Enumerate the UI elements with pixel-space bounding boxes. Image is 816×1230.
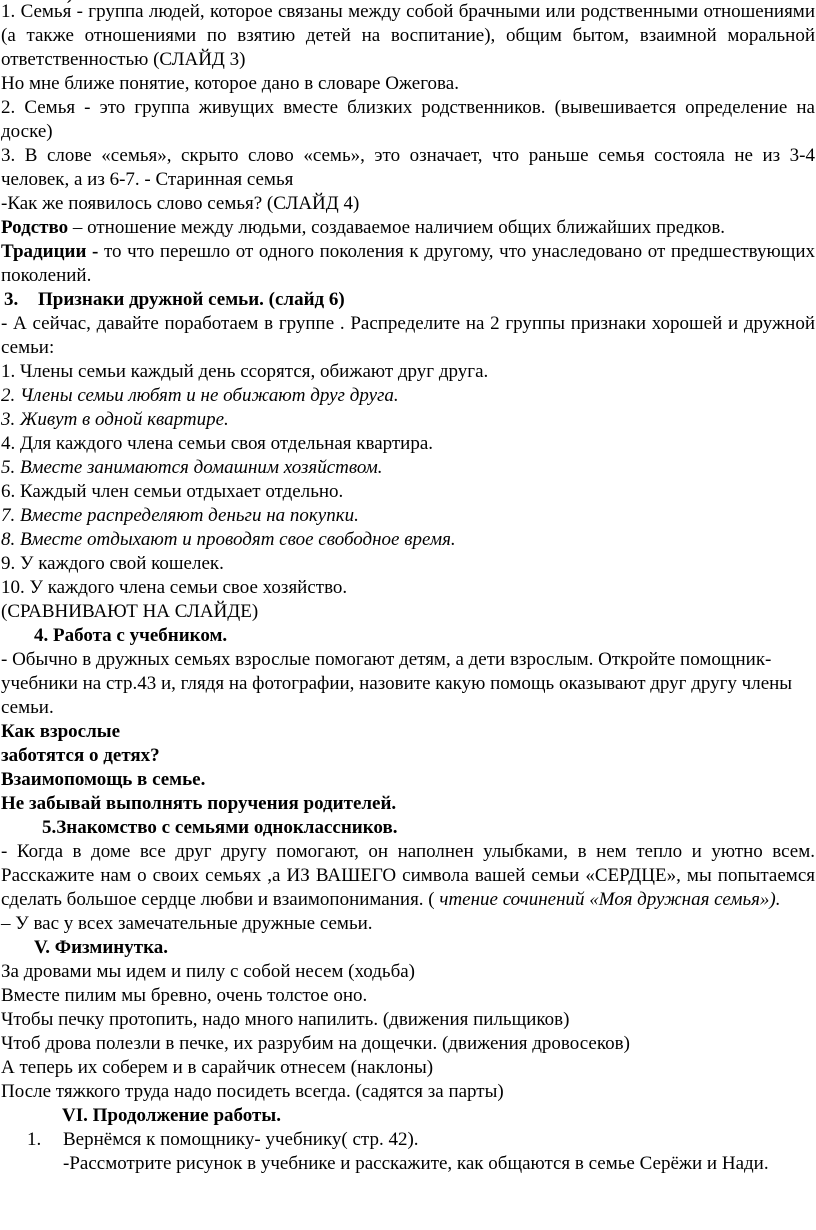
signs-list [1,360,815,600]
term-traditions: Традиции - [1,241,99,262]
paragraph-family-definition: 1. Семья́ - группа людей, которое связаны между собой брачными или родственными отношениями (а также отношениями по взятию детей на воспитание), общим бытом, взаимной моральной ответственностью (СЛАЙД 3) [1,1,815,70]
list-item: 8. Вместе отдыхают и проводят свое свободное время. [1,529,456,550]
bold-line-adults: Как взрослые [1,721,121,742]
item-subtext: -Рассмотрите рисунок в учебнике и расскажите, как общаются в семье Серёжи и Нади. [63,1153,769,1174]
list-item: 5. Вместе занимаются домашним хозяйством. [1,457,383,478]
list-item: 7. Вместе распределяют деньги на покупки. [1,505,359,526]
paragraph-word-origin: -Как же появилось слово семья? (СЛАЙД 4) [1,193,360,214]
paragraph-heart-symbol: - Когда в доме все друг другу помогают, он наполнен улыбками, в нем тепло и уютно всем. Расскажите нам о своих семьях ,а ИЗ ВАШЕГО символа вашей семьи «СЕРДЦЕ», мы попытаемся сделать большое сердце любви и взаимопонимания. ( чтение сочинений «Моя дружная семья»). [1,841,815,910]
list-item: 1. Члены семьи каждый день ссорятся, обижают друг друга. [1,361,489,382]
exercise-poem [1,960,815,1104]
list-item: 2. Члены семьи любят и не обижают друг друга. [1,385,399,406]
poem-line: За дровами мы идем и пилу с собой несем (ходьба) [1,961,415,982]
numbered-item-textbook [1,1128,815,1176]
term-kinship: Родство [1,217,69,238]
item-number: 1. [27,1129,42,1150]
heading-textbook-work: 4. Работа с учебником. [34,625,228,646]
paragraph-traditions: Традиции - то что перешло от одного поколения к другому, что унаследовано от предшествующих поколений. [1,241,815,286]
heading-classmates-families: 5.Знакомство с семьями одноклассников. [42,817,398,838]
bold-line-care: заботятся о детях? [1,745,160,766]
poem-line: Вместе пилим мы бревно, очень толстое оно. [1,985,368,1006]
heading-continue-work: VI. Продолжение работы. [62,1105,281,1126]
bold-line-chores: Не забывай выполнять поручения родителей. [1,793,397,814]
poem-line: Чтобы печку протопить, надо много напилить. (движения пильщиков) [1,1009,570,1030]
heading-signs-of-family: 3. Признаки дружной семьи. (слайд 6) [4,289,345,310]
list-item: 9. У каждого свой кошелек. [1,553,224,574]
poem-line: После тяжкого труда надо посидеть всегда. (садятся за парты) [1,1081,504,1102]
heading-physical-break: V. Физминутка. [34,937,168,958]
paragraph-group-task: - А сейчас, давайте поработаем в группе . Распределите на 2 группы признаки хорошей и дружной семьи: [1,313,815,358]
paragraph-textbook-task: - Обычно в дружных семьях взрослые помогают детям, а дети взрослым. Откройте помощник- учебники на стр.43 и, глядя на фотографии, назовите какую помощь оказывают друг другу члены семьи. [1,649,793,718]
paragraph-word-seven: 3. В слове «семья», скрыто слово «семь», это означает, что раньше семья состояла не из 3-4 человек, а из 6-7. - Старинная семья [1,145,815,190]
list-item: 10. У каждого члена семьи свое хозяйство. [1,577,348,598]
paragraph-wonderful-families: – У вас у всех замечательные дружные семьи. [1,913,373,934]
paragraph-ozhegov: Но мне ближе понятие, которое дано в словаре Ожегова. [1,73,459,94]
bold-line-mutual-help: Взаимопомощь в семье. [1,769,206,790]
list-item: 6. Каждый член семьи отдыхает отдельно. [1,481,344,502]
poem-line: А теперь их соберем и в сарайчик отнесем (наклоны) [1,1057,434,1078]
paragraph-compare-on-slide: (СРАВНИВАЮТ НА СЛАЙДЕ) [1,601,259,622]
item-text: Вернёмся к помощнику- учебнику( стр. 42). [63,1129,419,1150]
paragraph-family-relatives: 2. Семья - это группа живущих вместе близких родственников. (вывешивается определение на доске) [1,97,815,142]
list-item: 4. Для каждого члена семьи своя отдельная квартира. [1,433,434,454]
list-item: 3. Живут в одной квартире. [1,409,229,430]
poem-line: Чтоб дрова полезли в печке, их разрубим на дощечки. (движения дровосеков) [1,1033,630,1054]
paragraph-kinship: Родство – отношение между людьми, создаваемое наличием общих ближайших предков. [1,217,726,238]
essay-reading-note: чтение сочинений «Моя дружная семья»). [439,889,781,910]
